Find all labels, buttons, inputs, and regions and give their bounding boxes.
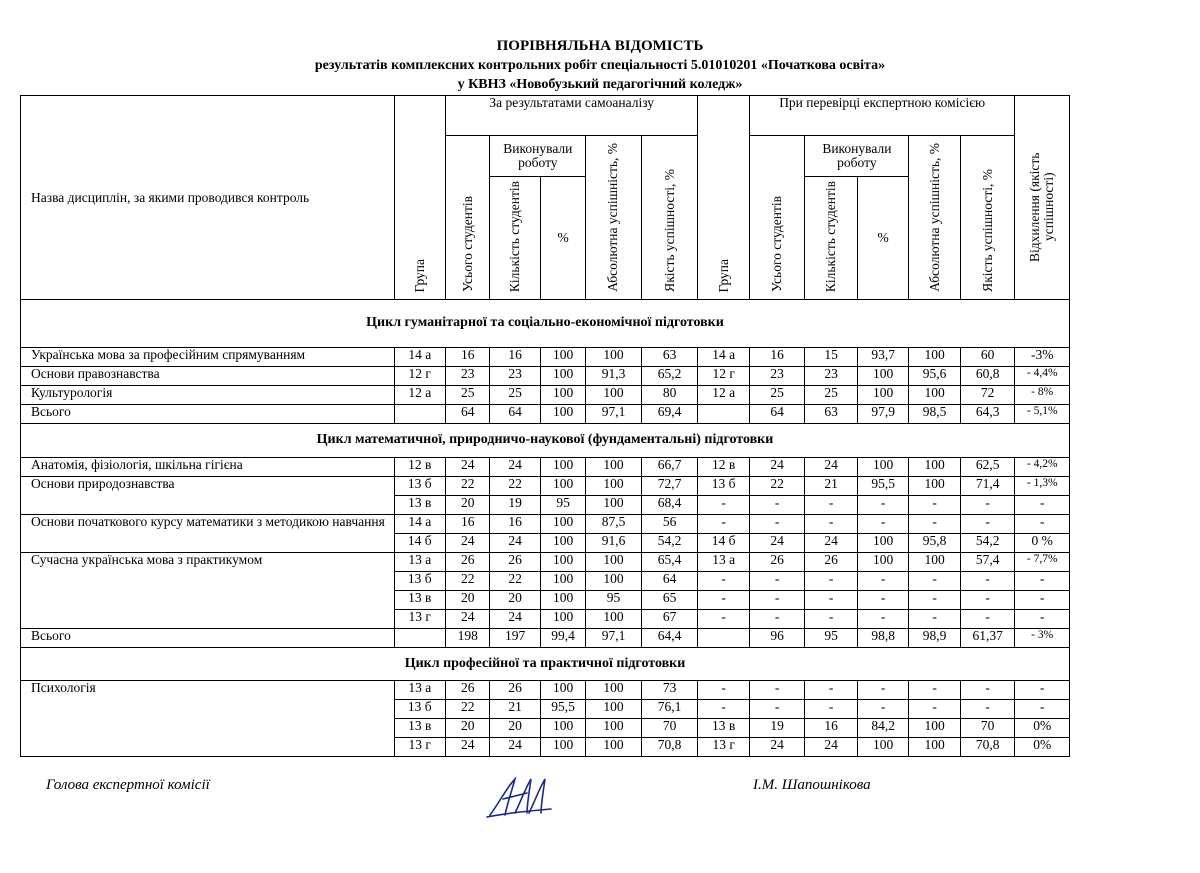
value-cell: 69,4 <box>641 405 698 424</box>
value-cell: 95,6 <box>909 367 960 386</box>
discipline-cell: Культурологія <box>21 386 395 405</box>
value-cell: 54,2 <box>960 534 1015 553</box>
value-cell: 66,7 <box>641 458 698 477</box>
value-cell: 20 <box>490 719 540 738</box>
value-cell: 22 <box>446 477 490 496</box>
header-percent-expert: % <box>857 177 908 300</box>
value-cell: 100 <box>586 348 642 367</box>
value-cell: 100 <box>909 348 960 367</box>
value-cell: - <box>698 572 749 591</box>
value-cell: 100 <box>586 477 642 496</box>
value-cell: 62,5 <box>960 458 1015 477</box>
institution-line: у КВНЗ «Новобузький педагогічний коледж» <box>457 77 743 92</box>
value-cell: 24 <box>446 610 490 629</box>
value-cell: 98,9 <box>909 629 960 648</box>
table-row <box>21 515 1070 534</box>
value-cell: 26 <box>446 681 490 700</box>
value-cell: 24 <box>446 534 490 553</box>
value-cell: 98,5 <box>909 405 960 424</box>
value-cell: 16 <box>446 515 490 534</box>
value-cell: 12 в <box>698 458 749 477</box>
value-cell: 100 <box>909 719 960 738</box>
value-cell: 100 <box>586 458 642 477</box>
value-cell: 22 <box>446 572 490 591</box>
value-cell: 70 <box>641 719 698 738</box>
value-cell: 63 <box>805 405 857 424</box>
value-cell: - <box>749 591 805 610</box>
value-cell: 100 <box>540 719 585 738</box>
value-cell: - <box>857 515 908 534</box>
value-cell: 13 г <box>698 738 749 757</box>
value-cell: 100 <box>540 681 585 700</box>
value-cell: 100 <box>540 572 585 591</box>
value-cell: 16 <box>805 719 857 738</box>
value-cell: 26 <box>805 553 857 572</box>
value-cell: 95,8 <box>909 534 960 553</box>
value-cell: - <box>960 700 1015 719</box>
value-cell: 100 <box>540 348 585 367</box>
value-cell: - <box>960 591 1015 610</box>
value-cell: 100 <box>540 534 585 553</box>
value-cell: 65,2 <box>641 367 698 386</box>
value-cell: 100 <box>540 515 585 534</box>
deviation-cell: - <box>1015 591 1070 610</box>
value-cell: 97,9 <box>857 405 908 424</box>
value-cell: 100 <box>857 553 908 572</box>
discipline-cell: Сучасна українська мова з практикумом <box>21 553 395 629</box>
value-cell: 95,5 <box>857 477 908 496</box>
value-cell: 20 <box>446 496 490 515</box>
document-subtitle: результатів комплексних контрольних робіт спеціальності 5.01010201 «Початкова освіта» <box>314 58 886 73</box>
footer-name: І.М. Шапошнікова <box>753 777 871 793</box>
comparison-table <box>20 95 1070 757</box>
value-cell: 26 <box>490 681 540 700</box>
value-cell: 93,7 <box>857 348 908 367</box>
value-cell: 13 г <box>394 738 445 757</box>
table-row <box>21 405 1070 424</box>
value-cell: 25 <box>749 386 805 405</box>
deviation-cell: 0 % <box>1015 534 1070 553</box>
value-cell: 12 а <box>698 386 749 405</box>
header-group-expert: Група <box>698 96 749 300</box>
value-cell: - <box>805 515 857 534</box>
value-cell: - <box>909 700 960 719</box>
deviation-cell: - 4,2% <box>1015 458 1070 477</box>
header-expert: При перевірці експертною комісією <box>749 96 1015 136</box>
header-deviation: Відхилення (якість успішності) <box>1015 96 1070 300</box>
discipline-cell: Основи початкового курсу математики з методикою навчання <box>21 515 395 553</box>
value-cell: 16 <box>749 348 805 367</box>
value-cell: - <box>909 572 960 591</box>
value-cell: 91,3 <box>586 367 642 386</box>
value-cell: 61,37 <box>960 629 1015 648</box>
value-cell: 13 б <box>698 477 749 496</box>
value-cell: 13 в <box>698 719 749 738</box>
value-cell: 24 <box>446 738 490 757</box>
value-cell: 87,5 <box>586 515 642 534</box>
value-cell: 24 <box>749 534 805 553</box>
value-cell: 100 <box>586 553 642 572</box>
value-cell: 26 <box>749 553 805 572</box>
value-cell: 100 <box>909 386 960 405</box>
value-cell: - <box>909 515 960 534</box>
value-cell: 23 <box>446 367 490 386</box>
value-cell: 71,4 <box>960 477 1015 496</box>
value-cell: 80 <box>641 386 698 405</box>
value-cell: - <box>805 591 857 610</box>
deviation-cell: - 4,4% <box>1015 367 1070 386</box>
deviation-cell: - 5,1% <box>1015 405 1070 424</box>
value-cell: 100 <box>540 738 585 757</box>
value-cell: 13 в <box>394 719 445 738</box>
value-cell: 72 <box>960 386 1015 405</box>
value-cell: - <box>805 681 857 700</box>
value-cell: 60 <box>960 348 1015 367</box>
value-cell: 23 <box>749 367 805 386</box>
deviation-cell: - <box>1015 496 1070 515</box>
value-cell: 22 <box>446 700 490 719</box>
value-cell: 22 <box>490 572 540 591</box>
header-quality-self: Якість успішності, % <box>641 136 698 300</box>
value-cell: 14 б <box>394 534 445 553</box>
value-cell: 100 <box>586 681 642 700</box>
table-row <box>21 553 1070 572</box>
value-cell: 100 <box>909 553 960 572</box>
value-cell: 14 а <box>698 348 749 367</box>
discipline-cell: Основи правознавства <box>21 367 395 386</box>
value-cell: - <box>909 496 960 515</box>
value-cell: 16 <box>490 348 540 367</box>
header-total-students-self: Усього студентів <box>446 136 490 300</box>
deviation-cell: - 7,7% <box>1015 553 1070 572</box>
value-cell: 68,4 <box>641 496 698 515</box>
value-cell: 16 <box>490 515 540 534</box>
value-cell: 73 <box>641 681 698 700</box>
value-cell: - <box>805 610 857 629</box>
value-cell: 14 б <box>698 534 749 553</box>
value-cell: 63 <box>641 348 698 367</box>
value-cell: 22 <box>490 477 540 496</box>
discipline-cell: Анатомія, фізіологія, шкільна гігієна <box>21 458 395 477</box>
document-title: ПОРІВНЯЛЬНА ВІДОМІСТЬ <box>496 38 704 54</box>
value-cell: 100 <box>909 458 960 477</box>
table-row <box>21 477 1070 496</box>
deviation-cell: -3% <box>1015 348 1070 367</box>
value-cell: 65,4 <box>641 553 698 572</box>
table-row <box>21 681 1070 700</box>
value-cell: 100 <box>909 738 960 757</box>
value-cell: - <box>857 591 908 610</box>
deviation-cell: - <box>1015 610 1070 629</box>
value-cell: - <box>909 610 960 629</box>
header-count-expert: Кількість студентів <box>805 177 857 300</box>
value-cell: 72,7 <box>641 477 698 496</box>
value-cell: 96 <box>749 629 805 648</box>
value-cell: 100 <box>909 477 960 496</box>
value-cell: - <box>960 681 1015 700</box>
value-cell: - <box>857 681 908 700</box>
value-cell: 56 <box>641 515 698 534</box>
value-cell: - <box>698 681 749 700</box>
value-cell: 100 <box>540 367 585 386</box>
section-title: Цикл математичної, природничо-наукової (фундаментальні) підготовки <box>21 424 1070 458</box>
value-cell: 64 <box>446 405 490 424</box>
value-cell: - <box>805 572 857 591</box>
value-cell: 100 <box>857 534 908 553</box>
value-cell: - <box>749 496 805 515</box>
value-cell: 198 <box>446 629 490 648</box>
value-cell: 24 <box>749 458 805 477</box>
value-cell: 21 <box>490 700 540 719</box>
value-cell: 64,3 <box>960 405 1015 424</box>
value-cell: 24 <box>446 458 490 477</box>
value-cell: 100 <box>540 405 585 424</box>
value-cell: 100 <box>586 572 642 591</box>
value-cell: 23 <box>490 367 540 386</box>
value-cell: 24 <box>490 458 540 477</box>
value-cell: 95 <box>805 629 857 648</box>
value-cell: 13 б <box>394 477 445 496</box>
value-cell: 24 <box>749 738 805 757</box>
value-cell: 12 г <box>394 367 445 386</box>
header-total-students-expert: Усього студентів <box>749 136 805 300</box>
value-cell: 76,1 <box>641 700 698 719</box>
value-cell: 19 <box>749 719 805 738</box>
table-row <box>21 348 1070 367</box>
value-cell: - <box>698 515 749 534</box>
value-cell: 100 <box>857 386 908 405</box>
value-cell: 13 а <box>698 553 749 572</box>
value-cell: 13 б <box>394 700 445 719</box>
value-cell: 15 <box>805 348 857 367</box>
value-cell: - <box>960 496 1015 515</box>
value-cell: 25 <box>446 386 490 405</box>
value-cell: 13 в <box>394 496 445 515</box>
value-cell: 13 г <box>394 610 445 629</box>
discipline-cell: Всього <box>21 629 395 648</box>
value-cell: 64 <box>641 572 698 591</box>
header-absolute-expert: Абсолютна успішність, % <box>909 136 960 300</box>
value-cell <box>698 405 749 424</box>
value-cell: 100 <box>586 610 642 629</box>
value-cell: - <box>698 610 749 629</box>
value-cell: 100 <box>586 386 642 405</box>
value-cell: 100 <box>586 738 642 757</box>
table-row <box>21 367 1070 386</box>
value-cell: 100 <box>586 719 642 738</box>
value-cell: 12 а <box>394 386 445 405</box>
value-cell: 21 <box>805 477 857 496</box>
value-cell: - <box>698 591 749 610</box>
value-cell: 100 <box>540 591 585 610</box>
value-cell: 100 <box>540 610 585 629</box>
value-cell: 84,2 <box>857 719 908 738</box>
value-cell: - <box>909 681 960 700</box>
value-cell: 25 <box>805 386 857 405</box>
value-cell: - <box>749 515 805 534</box>
signature <box>485 773 555 821</box>
header-percent-self: % <box>540 177 585 300</box>
value-cell: - <box>960 515 1015 534</box>
value-cell: 22 <box>749 477 805 496</box>
value-cell: 24 <box>805 738 857 757</box>
value-cell: 13 а <box>394 553 445 572</box>
value-cell: 99,4 <box>540 629 585 648</box>
value-cell: 60,8 <box>960 367 1015 386</box>
value-cell: 20 <box>446 591 490 610</box>
section-title: Цикл гуманітарної та соціально-економічної підготовки <box>21 300 1070 348</box>
table-row <box>21 629 1070 648</box>
value-cell <box>698 629 749 648</box>
table-row <box>21 386 1070 405</box>
discipline-cell: Основи природознавства <box>21 477 395 515</box>
value-cell: - <box>960 572 1015 591</box>
deviation-cell: - <box>1015 572 1070 591</box>
header-count-self: Кількість студентів <box>490 177 540 300</box>
deviation-cell: - <box>1015 700 1070 719</box>
value-cell: - <box>698 700 749 719</box>
value-cell: 97,1 <box>586 405 642 424</box>
value-cell: - <box>857 610 908 629</box>
value-cell: 64 <box>749 405 805 424</box>
discipline-cell: Всього <box>21 405 395 424</box>
deviation-cell: - <box>1015 681 1070 700</box>
discipline-cell: Українська мова за професійним спрямуванням <box>21 348 395 367</box>
value-cell: 100 <box>540 458 585 477</box>
value-cell: 100 <box>857 367 908 386</box>
deviation-cell: 0% <box>1015 738 1070 757</box>
value-cell: 24 <box>490 610 540 629</box>
value-cell: 98,8 <box>857 629 908 648</box>
value-cell: 100 <box>540 386 585 405</box>
value-cell: 24 <box>805 534 857 553</box>
value-cell: - <box>749 610 805 629</box>
header-group-self: Група <box>394 96 445 300</box>
value-cell: 23 <box>805 367 857 386</box>
value-cell: 57,4 <box>960 553 1015 572</box>
value-cell: 97,1 <box>586 629 642 648</box>
header-self-analysis: За результатами самоаналізу <box>446 96 698 136</box>
value-cell: 14 а <box>394 348 445 367</box>
value-cell: 100 <box>586 700 642 719</box>
header-discipline: Назва дисциплін, за якими проводився контроль <box>21 96 395 300</box>
value-cell: 100 <box>857 458 908 477</box>
table-row <box>21 458 1070 477</box>
value-cell: - <box>857 496 908 515</box>
value-cell: 95,5 <box>540 700 585 719</box>
value-cell: 100 <box>540 553 585 572</box>
footer-role: Голова експертної комісії <box>46 777 210 793</box>
value-cell: - <box>857 700 908 719</box>
deviation-cell: - <box>1015 515 1070 534</box>
value-cell: 70,8 <box>960 738 1015 757</box>
value-cell: 19 <box>490 496 540 515</box>
value-cell: 13 а <box>394 681 445 700</box>
value-cell: - <box>749 700 805 719</box>
header-absolute-self: Абсолютна успішність, % <box>586 136 642 300</box>
value-cell: 26 <box>490 553 540 572</box>
value-cell: - <box>698 496 749 515</box>
value-cell: 100 <box>586 496 642 515</box>
value-cell: - <box>749 681 805 700</box>
discipline-cell: Психологія <box>21 681 395 757</box>
value-cell: 24 <box>805 458 857 477</box>
value-cell: - <box>857 572 908 591</box>
value-cell: 24 <box>490 534 540 553</box>
value-cell: - <box>909 591 960 610</box>
value-cell: 25 <box>490 386 540 405</box>
header-completed-self: Виконували роботу <box>490 136 586 177</box>
value-cell: 20 <box>490 591 540 610</box>
value-cell: 100 <box>540 477 585 496</box>
value-cell <box>394 405 445 424</box>
value-cell: 16 <box>446 348 490 367</box>
value-cell: 12 г <box>698 367 749 386</box>
value-cell: 100 <box>857 738 908 757</box>
deviation-cell: 0% <box>1015 719 1070 738</box>
value-cell: 65 <box>641 591 698 610</box>
value-cell: 64,4 <box>641 629 698 648</box>
value-cell: 14 а <box>394 515 445 534</box>
section-title: Цикл професійної та практичної підготовки <box>21 648 1070 681</box>
header-quality-expert: Якість успішності, % <box>960 136 1015 300</box>
value-cell: 70,8 <box>641 738 698 757</box>
value-cell: - <box>960 610 1015 629</box>
value-cell: 70 <box>960 719 1015 738</box>
value-cell: - <box>805 700 857 719</box>
value-cell: 67 <box>641 610 698 629</box>
value-cell: 54,2 <box>641 534 698 553</box>
value-cell: - <box>749 572 805 591</box>
deviation-cell: - 1,3% <box>1015 477 1070 496</box>
header-completed-expert: Виконували роботу <box>805 136 909 177</box>
value-cell: 95 <box>540 496 585 515</box>
deviation-cell: - 8% <box>1015 386 1070 405</box>
value-cell: 13 б <box>394 572 445 591</box>
value-cell: 24 <box>490 738 540 757</box>
value-cell <box>394 629 445 648</box>
value-cell: 91,6 <box>586 534 642 553</box>
value-cell: 95 <box>586 591 642 610</box>
value-cell: 197 <box>490 629 540 648</box>
value-cell: 26 <box>446 553 490 572</box>
value-cell: 12 в <box>394 458 445 477</box>
value-cell: 13 в <box>394 591 445 610</box>
value-cell: - <box>805 496 857 515</box>
value-cell: 64 <box>490 405 540 424</box>
value-cell: 20 <box>446 719 490 738</box>
deviation-cell: - 3% <box>1015 629 1070 648</box>
